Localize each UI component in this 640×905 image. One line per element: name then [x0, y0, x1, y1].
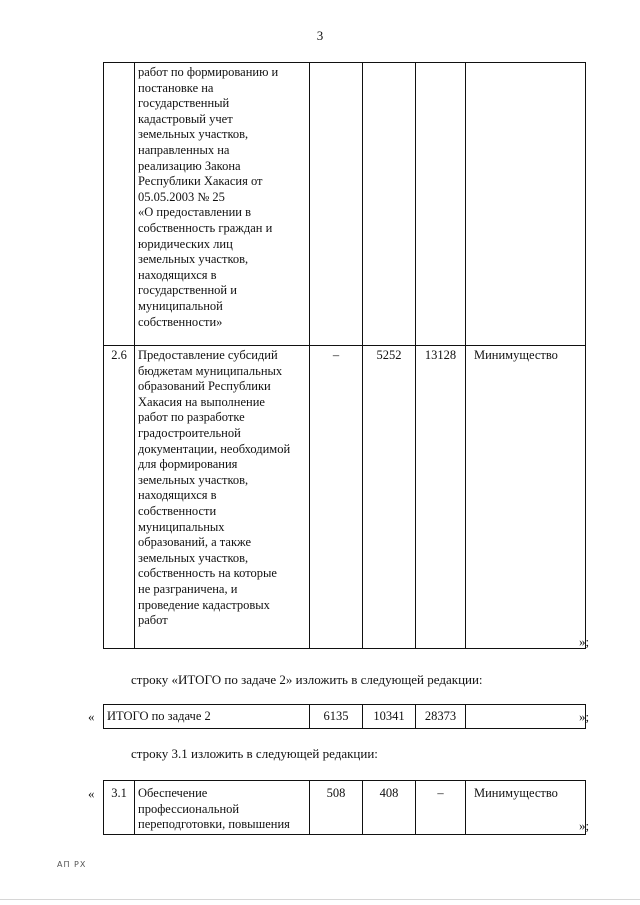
description-line: кадастровый учет	[138, 111, 233, 126]
description-line: направленных на	[138, 142, 230, 157]
table-row	[104, 781, 586, 835]
description-line: земельных участков,	[138, 252, 249, 267]
total-label: ИТОГО по задаче 2	[104, 705, 310, 729]
description-line: переподготовки, повышения	[138, 817, 290, 832]
description-line: Предоставление субсидий	[138, 348, 278, 362]
value-cell-2: 10341	[363, 705, 416, 729]
description-line: образований Республики	[138, 379, 271, 394]
description-line: собственности»	[138, 314, 223, 329]
instruction-paragraph: строку 3.1 изложить в следующей редакции:	[131, 746, 378, 761]
description-line: муниципальной	[138, 298, 223, 313]
description-line: земельных участков,	[138, 127, 249, 142]
description-line: работ	[138, 613, 168, 628]
row-number: 2.6	[104, 346, 135, 649]
description-line: земельных участков,	[138, 550, 249, 565]
row-description	[135, 346, 310, 649]
value-cell-3: –	[416, 781, 466, 835]
instruction-paragraph: строку «ИТОГО по задаче 2» изложить в следующей редакции:	[131, 672, 483, 687]
description-line: работ по разработке	[138, 410, 245, 425]
value-cell-1: –	[310, 346, 363, 649]
value-cell-2: 5252	[363, 346, 416, 649]
description-line: находящихся в	[138, 267, 217, 282]
value-cell-3: 13128	[416, 346, 466, 649]
description-line: земельных участков,	[138, 472, 249, 487]
description-line: «О предоставлении в	[138, 205, 251, 220]
description-line: постановке на	[138, 80, 214, 95]
description-line: образований, а также	[138, 535, 252, 550]
description-line: не разграничена, и	[138, 581, 238, 596]
closing-quote: »;	[579, 634, 590, 649]
table-row	[104, 346, 586, 649]
value-cell-1	[310, 63, 363, 346]
table-row	[104, 63, 586, 346]
description-line: муниципальных	[138, 519, 225, 534]
description-line: для формирования	[138, 457, 238, 472]
description-line: профессиональной	[138, 801, 240, 816]
description-line: собственность на которые	[138, 566, 277, 581]
description-line: юридических лиц	[138, 236, 233, 251]
row-number	[104, 63, 135, 346]
row-number: 3.1	[104, 781, 135, 835]
description-line: Обеспечение	[138, 786, 208, 800]
description-line: Хакасия на выполнение	[138, 394, 265, 409]
footer-mark: АП РХ	[57, 860, 87, 869]
description-line: документации, необходимой	[138, 441, 291, 456]
page-edge-divider	[0, 899, 640, 900]
closing-quote: »;	[579, 818, 590, 833]
description-line: государственный	[138, 96, 230, 111]
row-description	[135, 63, 310, 346]
executor-cell	[466, 705, 586, 729]
description-line: реализацию Закона	[138, 158, 241, 173]
row-description	[135, 781, 310, 835]
description-line: собственность граждан и	[138, 220, 273, 235]
description-line: Республики Хакасия от	[138, 174, 263, 189]
value-cell-1: 508	[310, 781, 363, 835]
closing-quote: »;	[579, 709, 590, 724]
total-table	[103, 704, 586, 729]
description-line: проведение кадастровых	[138, 597, 270, 612]
description-line: находящихся в	[138, 488, 217, 503]
table-row	[104, 705, 586, 729]
value-cell-3	[416, 63, 466, 346]
description-line: государственной и	[138, 283, 237, 298]
value-cell-2: 408	[363, 781, 416, 835]
description-line: работ по формированию и	[138, 65, 279, 79]
value-cell-3: 28373	[416, 705, 466, 729]
program-table	[103, 780, 586, 835]
executor-cell: Минимущество	[466, 781, 586, 835]
opening-quote: «	[88, 709, 95, 724]
opening-quote: «	[88, 786, 95, 801]
description-line: бюджетам муниципальных	[138, 363, 283, 378]
description-line: градостроительной	[138, 425, 241, 440]
executor-cell: Минимущество	[466, 346, 586, 649]
value-cell-1: 6135	[310, 705, 363, 729]
description-line: собственности	[138, 503, 217, 518]
description-line: 05.05.2003 № 25	[138, 189, 225, 204]
page-number: 3	[316, 28, 324, 43]
executor-cell	[466, 63, 586, 346]
program-table	[103, 62, 586, 649]
value-cell-2	[363, 63, 416, 346]
